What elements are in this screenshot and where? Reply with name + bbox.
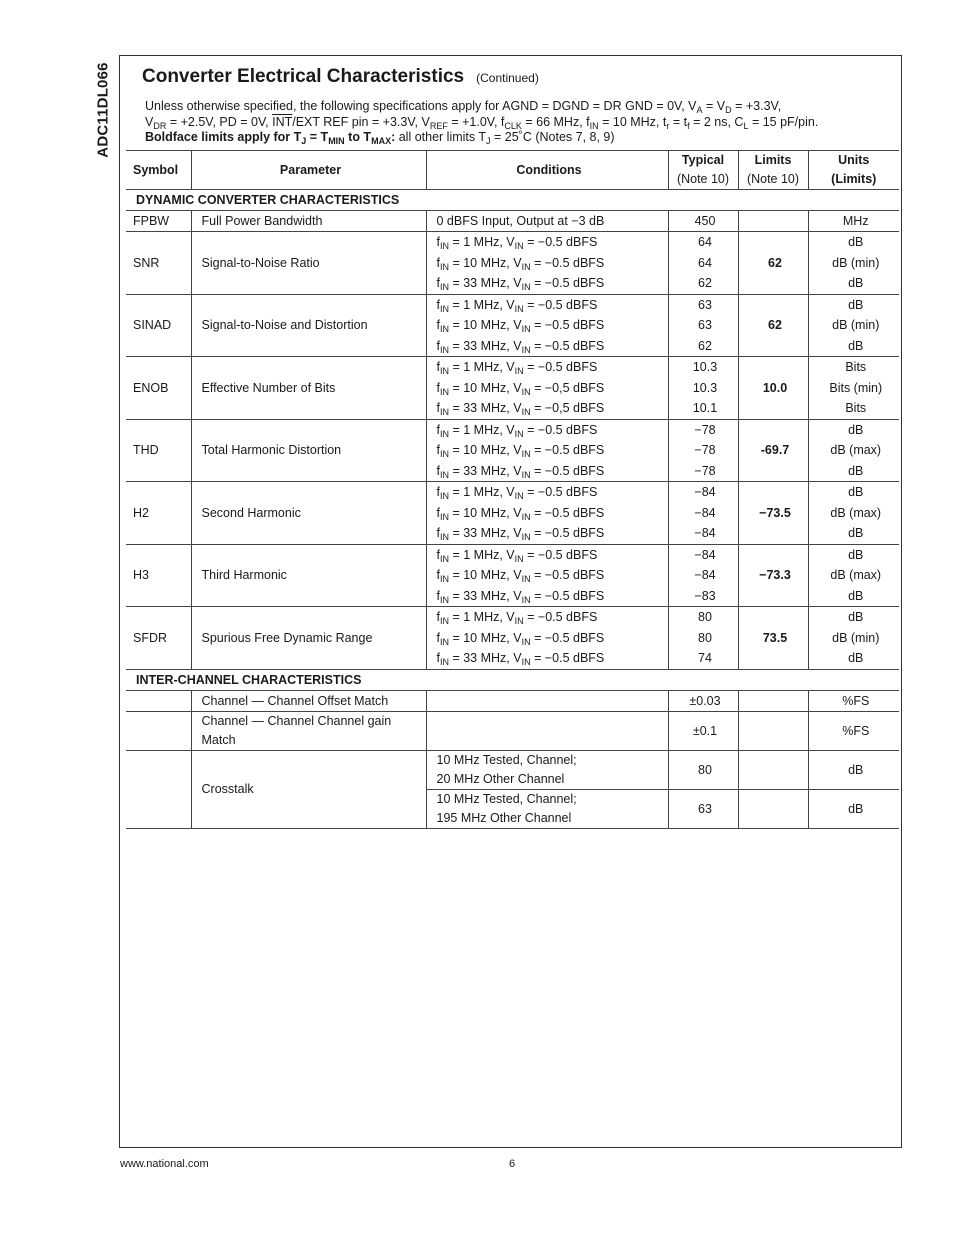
intro-line-3: Boldface limits apply for $T_J = T_{MIN}$ to $T_{MAX}$: all other limits $T_J$ = 25˚C (Notes 7, 8, 9): [145, 130, 615, 146]
header-parameter: Parameter: [191, 151, 426, 190]
cell-symbol: [126, 750, 191, 828]
cell-typical: [668, 419, 738, 482]
table-row-sfdr: [126, 607, 899, 670]
condition-line: $f_{IN} = 1$ MHz, $V_{IN} = -0.5$ dBFS: [436, 360, 598, 376]
units-value: dB (max): [830, 505, 882, 520]
condition-line: $f_{IN} = 10$ MHz, $V_{IN} = -0.5$ dBFS: [436, 630, 605, 647]
typical-value: −83: [694, 588, 716, 603]
condition-line: $f_{IN} = 10$ MHz, $V_{IN} = -0.5$ dBFS: [436, 318, 605, 334]
table-row-thd: [126, 419, 899, 482]
cell-conditions: [426, 607, 668, 670]
table-row-gain-match: [126, 711, 899, 750]
units-value: dB: [848, 610, 864, 624]
units-value: dB (min): [832, 255, 880, 270]
cell-units: [808, 482, 899, 545]
side-part-number: ADC11DL066: [94, 62, 112, 158]
cell-typical: 80: [668, 750, 738, 789]
cell-parameter: Channel — Channel Offset Match: [191, 690, 426, 711]
cell-units: %FS: [808, 690, 899, 711]
cell-conditions: [426, 690, 668, 711]
typical-value: 63: [698, 297, 712, 312]
cell-typical: ±0.1: [668, 711, 738, 750]
units-value: dB (min): [832, 630, 880, 645]
typical-value: −84: [694, 547, 716, 562]
typical-value: 74: [698, 651, 712, 665]
units-value: dB: [848, 588, 864, 603]
conditions-intro: [145, 99, 895, 146]
cell-symbol: ENOB: [126, 357, 191, 420]
table-row-fpbw: [126, 211, 899, 232]
cell-limit: 73.5: [738, 607, 808, 670]
cell-typical: [668, 294, 738, 357]
header-typical: Typical (Note 10): [668, 151, 738, 190]
typical-value: −84: [694, 485, 716, 499]
units-value: dB: [848, 235, 864, 249]
cell-symbol: [126, 711, 191, 750]
units-value: dB: [848, 651, 864, 665]
cell-conditions: [426, 544, 668, 607]
cell-conditions: [426, 750, 668, 789]
units-value: dB (max): [830, 568, 882, 582]
units-value: Bits: [845, 360, 867, 374]
typical-value: 10.3: [692, 360, 718, 374]
cell-limit: [738, 711, 808, 750]
cell-symbol: SINAD: [126, 294, 191, 357]
typical-value: −84: [694, 526, 716, 540]
cell-units: [808, 232, 899, 295]
condition-line: $f_{IN} = 1$ MHz, $V_{IN} = -0.5$ dBFS: [436, 485, 598, 501]
condition-line: $f_{IN} = 10$ MHz, $V_{IN} = -0.5$ dBFS: [436, 255, 605, 272]
cell-conditions: [426, 294, 668, 357]
cell-symbol: SNR: [126, 232, 191, 295]
condition-line: $f_{IN} = 33$ MHz, $V_{IN} = -0.5$ dBFS: [436, 338, 605, 355]
condition-line: $f_{IN} = 33$ MHz, $V_{IN} = -0.5$ dBFS: [436, 463, 605, 480]
condition-line: $f_{IN} = 1$ MHz, $V_{IN} = -0.5$ dBFS: [436, 297, 598, 314]
typical-value: −78: [694, 463, 716, 478]
cell-limit: −73.3: [738, 544, 808, 607]
typical-value: −78: [694, 422, 716, 437]
condition-line: $f_{IN} = 33$ MHz, $V_{IN} = -0.5$ dBFS: [436, 526, 605, 542]
cell-symbol: FPBW: [126, 211, 191, 232]
cell-units: [808, 294, 899, 357]
table-row-crosstalk: [126, 750, 899, 789]
page-title: [142, 66, 539, 88]
condition-line: $f_{IN} = 1$ MHz, $V_{IN} = -0.5$ dBFS: [436, 235, 598, 251]
units-value: Bits (min): [829, 380, 883, 395]
cell-parameter: [191, 711, 426, 750]
condition-line: $f_{IN} = 1$ MHz, $V_{IN} = -0.5$ dBFS: [436, 547, 598, 564]
cell-conditions: [426, 711, 668, 750]
cell-limit: 62: [738, 232, 808, 295]
condition-line: $f_{IN} = 1$ MHz, $V_{IN} = -0.5$ dBFS: [436, 610, 598, 626]
section-inter-channel: [126, 669, 899, 690]
typical-value: 64: [698, 255, 712, 270]
condition-line: $f_{IN} = 10$ MHz, $V_{IN} = -0.5$ dBFS: [436, 443, 605, 459]
cell-units: [808, 607, 899, 670]
cell-limit: 62: [738, 294, 808, 357]
condition-line: $f_{IN} = 1$ MHz, $V_{IN} = -0.5$ dBFS: [436, 422, 598, 439]
units-value: dB: [848, 276, 864, 290]
condition-line: 195 MHz Other Channel: [436, 810, 572, 825]
cell-units: %FS: [808, 711, 899, 750]
cell-conditions: [426, 232, 668, 295]
units-value: Bits: [845, 401, 867, 415]
units-value: dB: [848, 526, 864, 540]
condition-line: $f_{IN} = 33$ MHz, $V_{IN} = -0.5$ dBFS: [436, 651, 605, 667]
table-row-h3: [126, 544, 899, 607]
table-row-offset-match: [126, 690, 899, 711]
cell-limit: −73.5: [738, 482, 808, 545]
condition-line: 20 MHz Other Channel: [436, 771, 565, 786]
parameter-line: Match: [201, 732, 236, 747]
units-value: dB: [848, 338, 864, 353]
table-header-row: [126, 151, 899, 190]
cell-parameter: Total Harmonic Distortion: [191, 419, 426, 482]
cell-parameter: Effective Number of Bits: [191, 357, 426, 420]
cell-typical: 63: [668, 789, 738, 828]
typical-value: −78: [694, 443, 716, 457]
condition-line: $f_{IN} = 33$ MHz, $V_{IN} = -0.5$ dBFS: [436, 276, 605, 292]
cell-units: [808, 544, 899, 607]
units-value: dB: [848, 463, 864, 478]
typical-value: 10.1: [692, 401, 718, 415]
cell-limit: [738, 690, 808, 711]
parameter-line: Channel — Channel Channel gain: [201, 713, 392, 728]
condition-line: $f_{IN} = 33$ MHz, $V_{IN} = -0,5$ dBFS: [436, 401, 605, 417]
intro-line-1: Unless otherwise specified, the following specifications apply for AGND = DGND = DR GND = 0V, $V_A = V_D = +3.3V$,: [145, 99, 782, 115]
cell-limit: 10.0: [738, 357, 808, 420]
title-continued-note: (Continued): [476, 71, 539, 85]
units-value: dB: [848, 547, 864, 562]
section-label: INTER-CHANNEL CHARACTERISTICS: [126, 669, 899, 690]
condition-line: $f_{IN} = 10$ MHz, $V_{IN} = -0.5$ dBFS: [436, 505, 605, 522]
typical-value: 63: [698, 318, 712, 332]
cell-parameter: Third Harmonic: [191, 544, 426, 607]
cell-parameter: Second Harmonic: [191, 482, 426, 545]
cell-units: [808, 419, 899, 482]
typical-value: −84: [694, 505, 716, 520]
cell-parameter: Signal-to-Noise and Distortion: [191, 294, 426, 357]
cell-condition: 0 dBFS Input, Output at −3 dB: [426, 211, 668, 232]
cell-typical: [668, 544, 738, 607]
cell-parameter: Crosstalk: [191, 750, 426, 828]
cell-symbol: [126, 690, 191, 711]
cell-units: dB: [808, 750, 899, 789]
units-value: dB (min): [832, 318, 880, 332]
cell-typical: 450: [668, 211, 738, 232]
header-limits: Limits (Note 10): [738, 151, 808, 190]
table-row-sinad: [126, 294, 899, 357]
cell-limit: -69.7: [738, 419, 808, 482]
section-dynamic: DYNAMIC CONVERTER CHARACTERISTICS: [126, 190, 899, 211]
typical-value: 62: [698, 338, 712, 353]
typical-value: 64: [698, 235, 712, 249]
cell-units: [808, 357, 899, 420]
table-row-snr: [126, 232, 899, 295]
cell-units: dB: [808, 789, 899, 828]
units-value: dB: [848, 422, 864, 437]
cell-limit: [738, 211, 808, 232]
typical-value: 62: [698, 276, 712, 290]
cell-parameter: Full Power Bandwidth: [191, 211, 426, 232]
header-units: Units (Limits): [808, 151, 899, 190]
cell-symbol: SFDR: [126, 607, 191, 670]
cell-conditions: [426, 419, 668, 482]
condition-line: 10 MHz Tested, Channel;: [436, 752, 577, 767]
cell-limit: [738, 789, 808, 828]
cell-limit: [738, 750, 808, 789]
units-value: dB: [848, 297, 864, 312]
cell-conditions: [426, 357, 668, 420]
cell-typical: [668, 357, 738, 420]
cell-parameter: Signal-to-Noise Ratio: [191, 232, 426, 295]
condition-line: $f_{IN} = 33$ MHz, $V_{IN} = -0.5$ dBFS: [436, 588, 605, 605]
table-row-h2: [126, 482, 899, 545]
cell-typical: [668, 482, 738, 545]
cell-conditions: [426, 482, 668, 545]
cell-typical: [668, 607, 738, 670]
header-conditions: Conditions: [426, 151, 668, 190]
intro-line-2: $V_{DR} = +2.5V$, PD = 0V, $\overline{INT}$/EXT REF pin = +3.3V, $V_{REF} = +1.0V$, $f_{CLK} = 66$ MHz, $f_{IN} = 10$ MHz, $t_r = t_f = 2$ ns, $C_L = 15$ pF/pin.: [145, 114, 819, 131]
units-value: dB: [848, 485, 864, 499]
cell-parameter: Spurious Free Dynamic Range: [191, 607, 426, 670]
header-symbol: Symbol: [126, 151, 191, 190]
units-value: dB (max): [830, 443, 882, 457]
cell-conditions: [426, 789, 668, 828]
condition-line: $f_{IN} = 10$ MHz, $V_{IN} = -0,5$ dBFS: [436, 380, 605, 397]
typical-value: −84: [694, 568, 716, 582]
cell-symbol: H2: [126, 482, 191, 545]
footer-page-number: 6: [509, 1158, 516, 1170]
condition-line: 10 MHz Tested, Channel;: [436, 791, 577, 806]
typical-value: 80: [698, 630, 712, 645]
table-row-enob: [126, 357, 899, 420]
cell-units: MHz: [808, 211, 899, 232]
cell-symbol: H3: [126, 544, 191, 607]
typical-value: 80: [698, 610, 712, 624]
typical-value: 10.3: [692, 380, 718, 395]
cell-symbol: THD: [126, 419, 191, 482]
footer-website: www.national.com: [120, 1158, 209, 1170]
cell-typical: ±0.03: [668, 690, 738, 711]
condition-line: $f_{IN} = 10$ MHz, $V_{IN} = -0.5$ dBFS: [436, 568, 605, 584]
title-text: Converter Electrical Characteristics: [142, 66, 465, 87]
cell-typical: [668, 232, 738, 295]
spec-table: [126, 150, 899, 829]
